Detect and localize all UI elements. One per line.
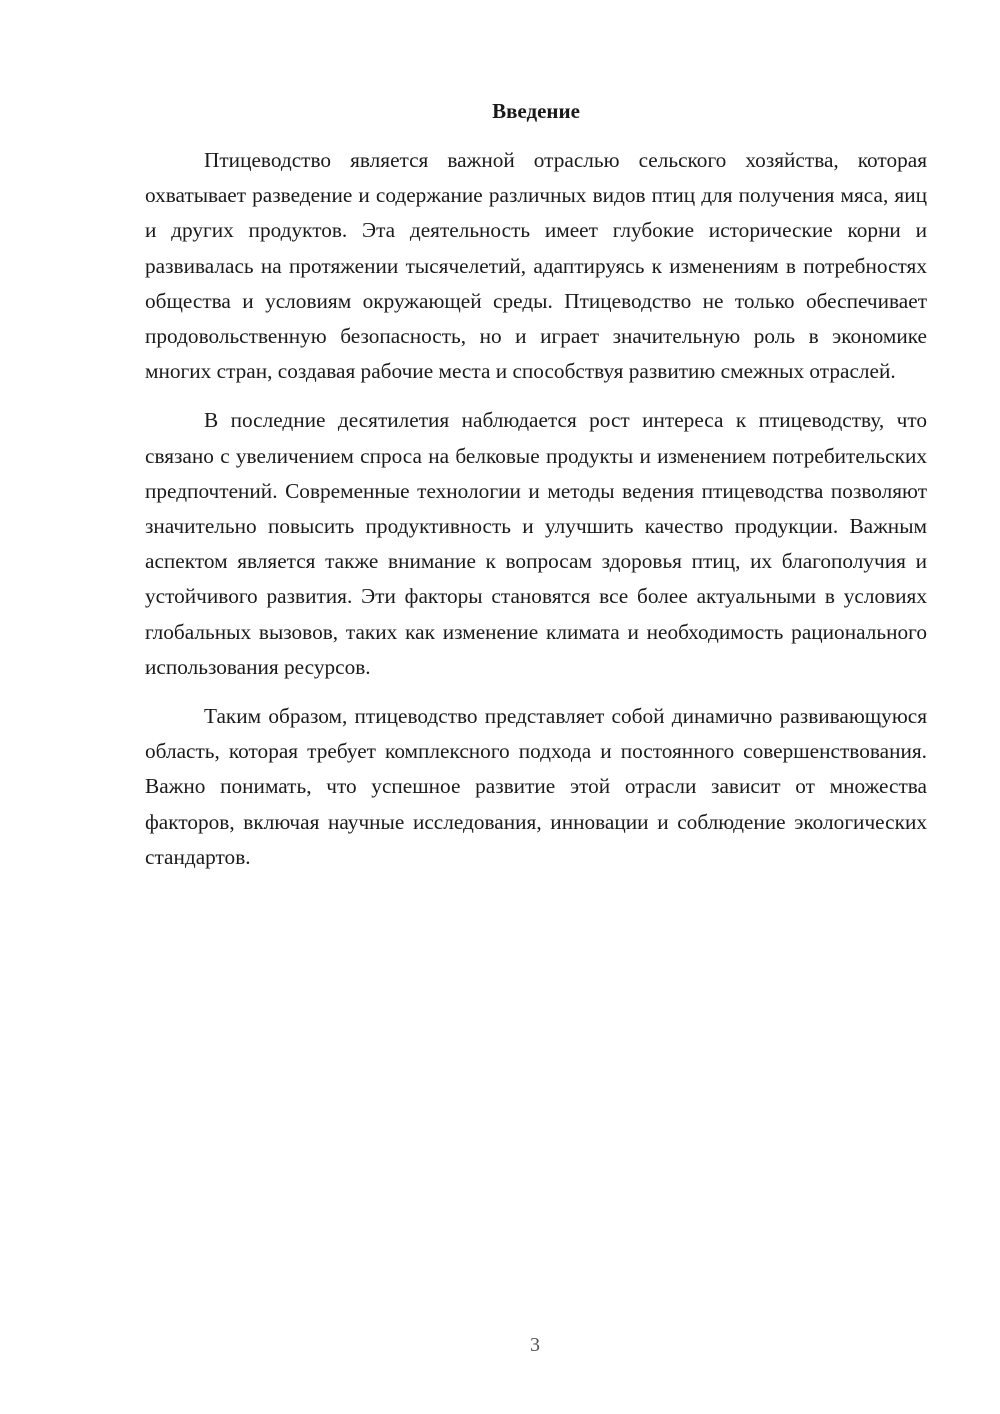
paragraph-2: В последние десятилетия наблюдается рост интереса к птицеводству, что связано с увеличением спроса на белковые продукты и изменением потребительских предпочтений. Современные технологии и методы ведения птицеводства позволяют значительно повысить продуктивность и улучшить качество продукции. Важным аспектом является также внимание к вопросам здоровья птиц, их благополучия и устойчивого развития. Эти факторы становятся все более актуальными в условиях глобальных вызовов, таких как изменение климата и необходимость рационального использования ресурсов.	[145, 408, 927, 679]
paragraph-3: Таким образом, птицеводство представляет собой динамично развивающуюся область, которая требует комплексного подхода и постоянного совершенствования. Важно понимать, что успешное развитие этой отрасли зависит от множества факторов, включая научные исследования, инновации и соблюдение экологических стандартов.	[145, 704, 927, 869]
paragraph-1: Птицеводство является важной отраслью сельского хозяйства, которая охватывает разведение и содержание различных видов птиц для получения мяса, яиц и других продуктов. Эта деятельность имеет глубокие исторические корни и развивалась на протяжении тысячелетий, адаптируясь к изменениям в потребностях общества и условиям окружающей среды. Птицеводство не только обеспечивает продовольственную безопасность, но и играет значительную роль в экономике многих стран, создавая рабочие места и способствуя развитию смежных отраслей.	[145, 148, 927, 384]
section-heading: Введение	[492, 99, 580, 123]
page-number: 3	[530, 1334, 540, 1356]
body-text	[145, 143, 927, 889]
